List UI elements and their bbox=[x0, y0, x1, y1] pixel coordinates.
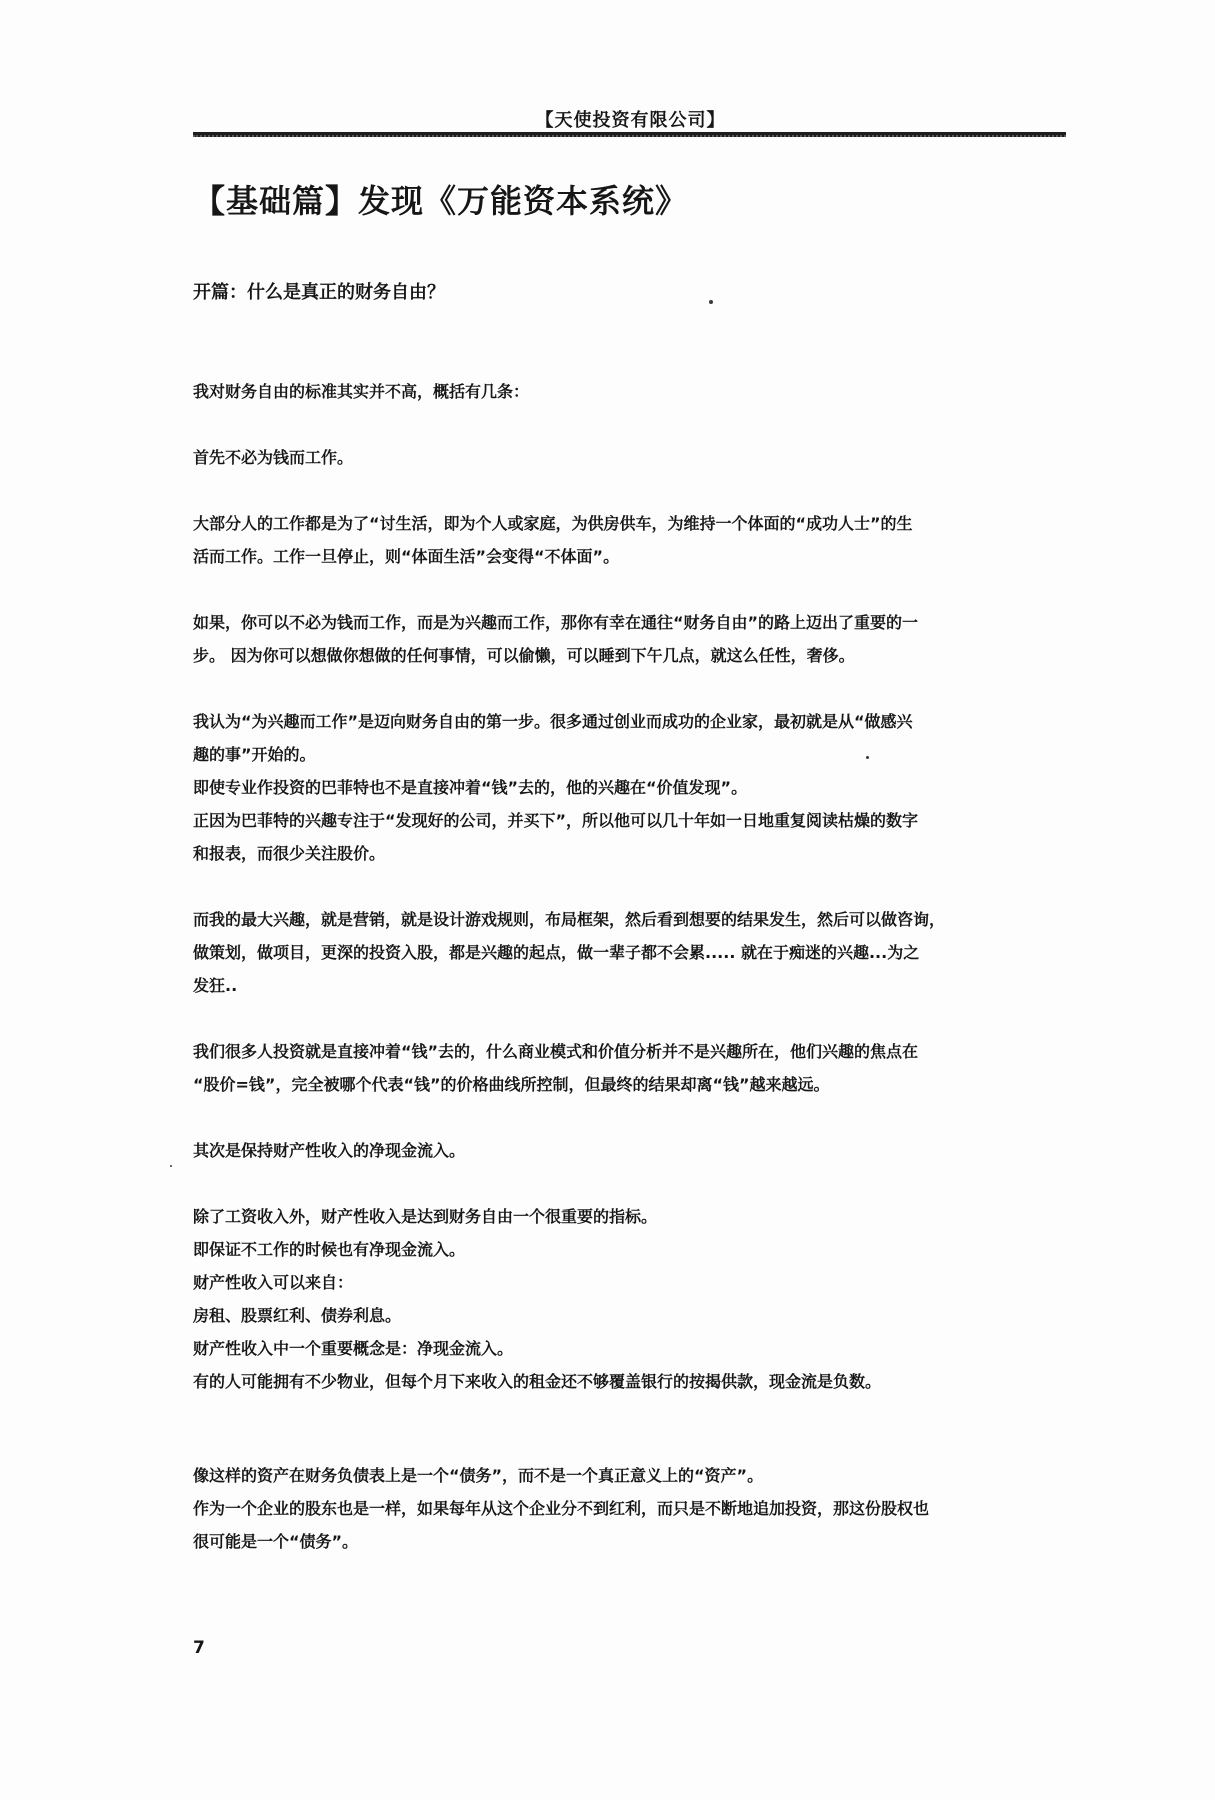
paragraph bbox=[193, 606, 1073, 672]
paragraph-line: 而我的最大兴趣，就是营销，就是设计游戏规则，布局框架，然后看到想要的结果发生，然后可以做咨询， bbox=[193, 910, 946, 929]
scan-speck bbox=[170, 1165, 172, 1167]
paragraph-line: 步。 因为你可以想做你想做的任何事情，可以偷懒，可以睡到下午几点，就这么任性，奢侈。 bbox=[193, 646, 855, 665]
paragraph bbox=[193, 375, 1073, 408]
paragraph-line: 其次是保持财产性收入的净现金流入。 bbox=[193, 1141, 466, 1160]
paragraph-line: “股价=钱”，完全被哪个代表“钱”的价格曲线所控制，但最终的结果却离“钱”越来越远。 bbox=[193, 1075, 830, 1094]
paragraph bbox=[193, 705, 1073, 870]
scan-speck bbox=[709, 300, 713, 304]
paragraph-line: 做策划，做项目，更深的投资入股，都是兴趣的起点，做一辈子都不会累..... 就在于痴迷的兴趣...为之 bbox=[193, 943, 920, 962]
page-number: 7 bbox=[193, 1638, 205, 1658]
paragraph bbox=[193, 507, 1073, 573]
scan-speck bbox=[866, 756, 869, 759]
paragraph-line: 除了工资收入外，财产性收入是达到财务自由一个很重要的指标。 bbox=[193, 1207, 658, 1226]
paragraph-line: 很可能是一个“债务”。 bbox=[193, 1532, 359, 1551]
document-title: 【基础篇】发现《万能资本系统》 bbox=[193, 182, 689, 220]
paragraph bbox=[193, 1035, 1073, 1101]
paragraph-line: 作为一个企业的股东也是一样，如果每年从这个企业分不到红利，而只是不断地追加投资，那这份股权也 bbox=[193, 1499, 930, 1518]
paragraph bbox=[193, 1134, 1073, 1167]
paragraph-line: 如果，你可以不必为钱而工作，而是为兴趣而工作，那你有幸在通往“财务自由”的路上迈出了重要的一 bbox=[193, 613, 919, 632]
paragraph bbox=[193, 1200, 1073, 1398]
paragraph-line: 我们很多人投资就是直接冲着“钱”去的，什么商业模式和价值分析并不是兴趣所在，他们兴趣的焦点在 bbox=[193, 1042, 919, 1061]
paragraph-line: 大部分人的工作都是为了“讨生活，即为个人或家庭，为供房供车，为维持一个体面的“成功人士”的生 bbox=[193, 514, 913, 533]
paragraph-line: 我对财务自由的标准其实并不高，概括有几条： bbox=[193, 382, 530, 401]
paragraph-line: 活而工作。工作一旦停止，则“体面生活”会变得“不体面”。 bbox=[193, 547, 620, 566]
section-heading: 开篇：什么是真正的财务自由？ bbox=[193, 282, 445, 303]
paragraph-line: 趣的事”开始的。 bbox=[193, 745, 316, 764]
paragraph bbox=[193, 441, 1073, 474]
body-text bbox=[193, 375, 1073, 1591]
paragraph-line: 发狂.. bbox=[193, 976, 238, 995]
header-rule bbox=[193, 132, 1066, 137]
paragraph-line: 有的人可能拥有不少物业，但每个月下来收入的租金还不够覆盖银行的按揭供款，现金流是负数。 bbox=[193, 1372, 882, 1391]
paragraph-line: 和报表，而很少关注股价。 bbox=[193, 844, 386, 863]
paragraph-line: 财产性收入可以来自： bbox=[193, 1273, 354, 1292]
paragraph-line: 即保证不工作的时候也有净现金流入。 bbox=[193, 1240, 466, 1259]
paragraph-line: 财产性收入中一个重要概念是：净现金流入。 bbox=[193, 1339, 514, 1358]
running-header: 【天使投资有限公司】 bbox=[535, 110, 726, 131]
paragraph bbox=[193, 903, 1073, 1002]
paragraph-line: 房租、股票红利、债券利息。 bbox=[193, 1306, 402, 1325]
paragraph-line: 即使专业作投资的巴菲特也不是直接冲着“钱”去的，他的兴趣在“价值发现”。 bbox=[193, 778, 748, 797]
paragraph-line: 像这样的资产在财务负债表上是一个“债务”，而不是一个真正意义上的“资产”。 bbox=[193, 1466, 764, 1485]
paragraph bbox=[193, 1459, 1073, 1558]
paragraph-line: 正因为巴菲特的兴趣专注于“发现好的公司，并买下”，所以他可以几十年如一日地重复阅读枯燥的数字 bbox=[193, 811, 919, 830]
paragraph-line: 我认为“为兴趣而工作”是迈向财务自由的第一步。很多通过创业而成功的企业家，最初就是从“做感兴 bbox=[193, 712, 913, 731]
paragraph-line: 首先不必为钱而工作。 bbox=[193, 448, 354, 467]
